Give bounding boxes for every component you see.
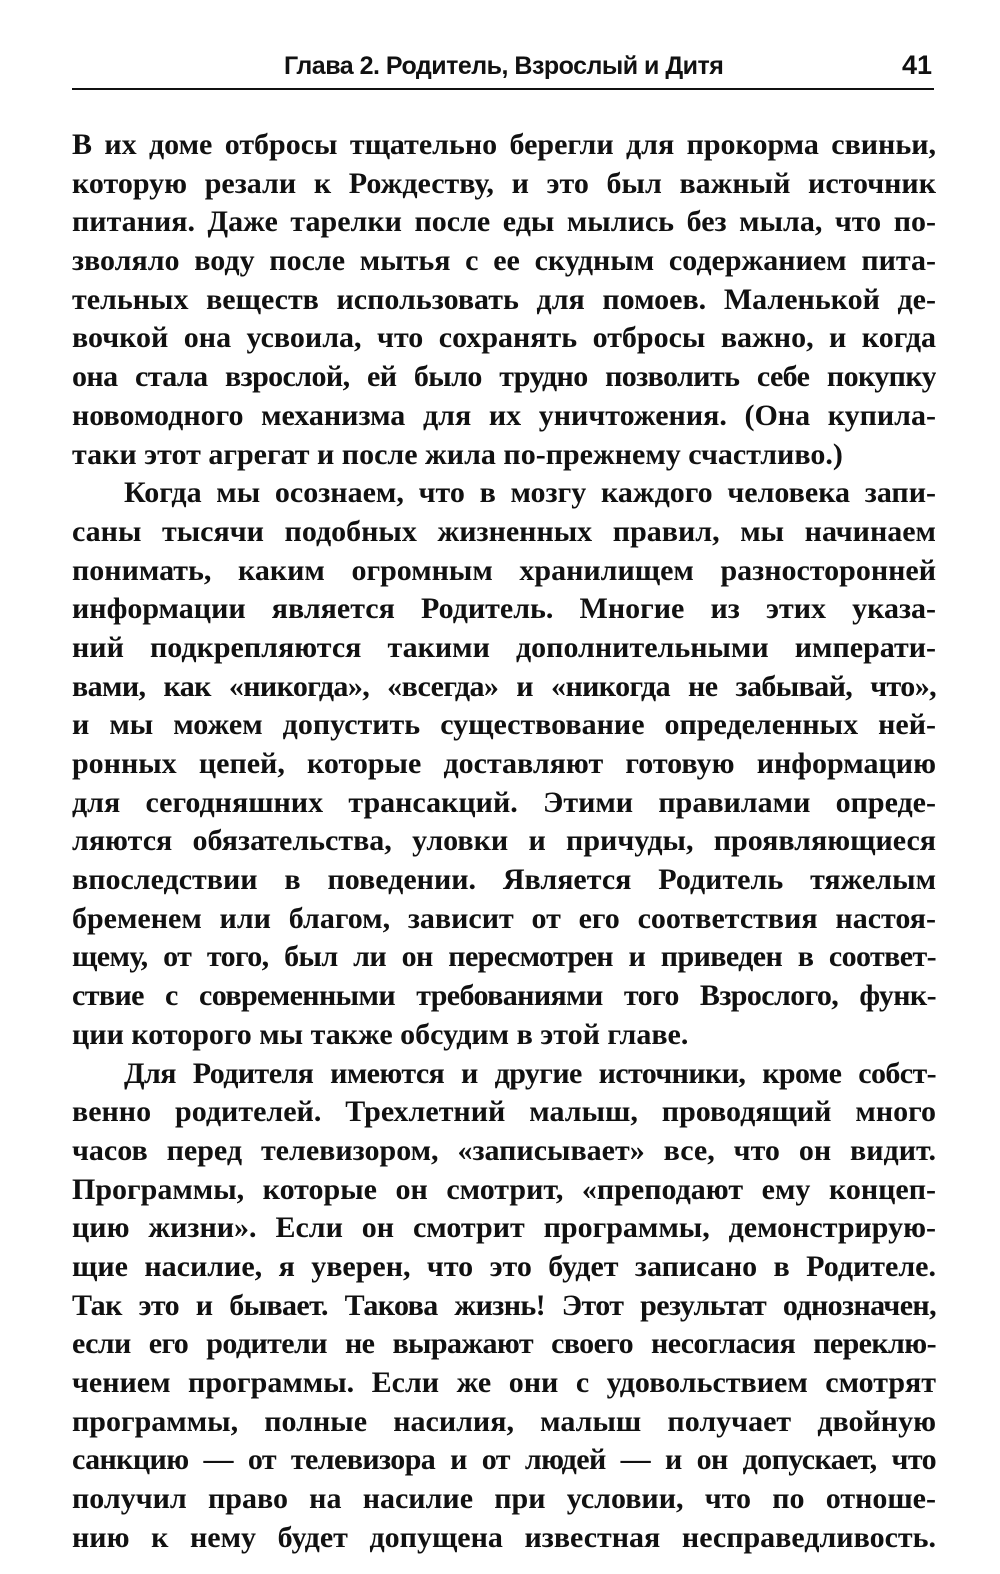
page-number: 41	[901, 50, 932, 80]
text-line: ции которого мы также обсудим в этой главе.	[72, 1017, 689, 1051]
text-line: если его родители не выражают своего несогласия переклю-	[72, 1327, 936, 1361]
text-line: вочкой она усвоила, что сохранять отбросы важно, и когда	[72, 321, 936, 355]
text-line: она стала взрослой, ей было трудно позволить себе покупку	[72, 360, 936, 394]
text-line: и мы можем допустить существование определенных ней-	[72, 708, 936, 742]
text-line: саны тысячи подобных жизненных правил, мы начинаем	[72, 514, 936, 548]
text-line: которую резали к Рождеству, и это был важный источник	[72, 166, 936, 200]
text-line: часов перед телевизором, «записывает» все, что он видит.	[72, 1133, 936, 1167]
text-line: чением программы. Если же они с удовольствием смотрят	[72, 1366, 936, 1399]
text-line: для сегодняшних трансакций. Этими правилами опреде-	[72, 785, 936, 819]
text-line: понимать, каким огромным хранилищем разносторонней	[72, 553, 936, 587]
text-line: щему, от того, был ли он пересмотрен и приведен в соответ-	[72, 940, 936, 974]
text-line: таки этот агрегат и после жила по-прежнему счастливо.)	[72, 437, 843, 471]
text-line: щие насилие, я уверен, что это будет записано в Родителе.	[72, 1249, 936, 1283]
paragraph-2	[72, 474, 936, 1054]
text-line: программы, полные насилия, малыш получает двойную	[72, 1404, 936, 1438]
text-line: зволяло воду после мытья с ее скудным содержанием пита-	[72, 244, 936, 278]
text-line: Так это и бывает. Такова жизнь! Этот результат однозначен,	[72, 1288, 936, 1322]
text-line: вами, как «никогда», «всегда» и «никогда не забывай, что»,	[72, 669, 936, 703]
text-line: впоследствии в поведении. Является Родитель тяжелым	[72, 863, 936, 897]
text-line: тельных веществ использовать для помоев. Маленькой де-	[72, 282, 936, 316]
text-line: цию жизни». Если он смотрит программы, демонстрирую-	[72, 1211, 936, 1245]
text-line: новомодного механизма для их уничтожения. (Она купила-	[72, 398, 936, 432]
text-line: ляются обязательства, уловки и причуды, проявляющиеся	[72, 824, 936, 858]
body-text	[72, 126, 936, 1557]
text-line: питания. Даже тарелки после еды мылись без мыла, что по-	[72, 205, 936, 239]
text-line: ронных цепей, которые доставляют готовую информацию	[72, 747, 936, 780]
text-line: ний подкрепляются такими дополнительными императи-	[72, 630, 936, 664]
text-line: Когда мы осознаем, что в мозгу каждого человека запи-	[124, 476, 936, 510]
running-header	[72, 44, 934, 90]
paragraph-1	[72, 126, 936, 474]
text-line: информации является Родитель. Многие из этих указа-	[72, 592, 936, 626]
text-line: бременем или благом, зависит от его соответствия настоя-	[72, 901, 936, 935]
text-line: нию к нему будет допущена известная несправедливость.	[72, 1520, 936, 1554]
paragraph-3	[72, 1055, 936, 1558]
text-line: получил право на насилие при условии, что по отноше-	[72, 1482, 936, 1516]
text-line: ствие с современными требованиями того Взрослого, функ-	[72, 979, 936, 1013]
text-line: В их доме отбросы тщательно берегли для прокорма свиньи,	[72, 128, 936, 161]
running-title: Глава 2. Родитель, Взрослый и Дитя	[284, 52, 724, 80]
text-line: Программы, которые он смотрит, «преподают ему концеп-	[72, 1172, 936, 1206]
text-line: санкцию — от телевизора и от людей — и он допускает, что	[72, 1443, 936, 1477]
text-line: Для Родителя имеются и другие источники, кроме собст-	[124, 1056, 936, 1090]
text-line: венно родителей. Трехлетний малыш, проводящий много	[72, 1095, 936, 1129]
